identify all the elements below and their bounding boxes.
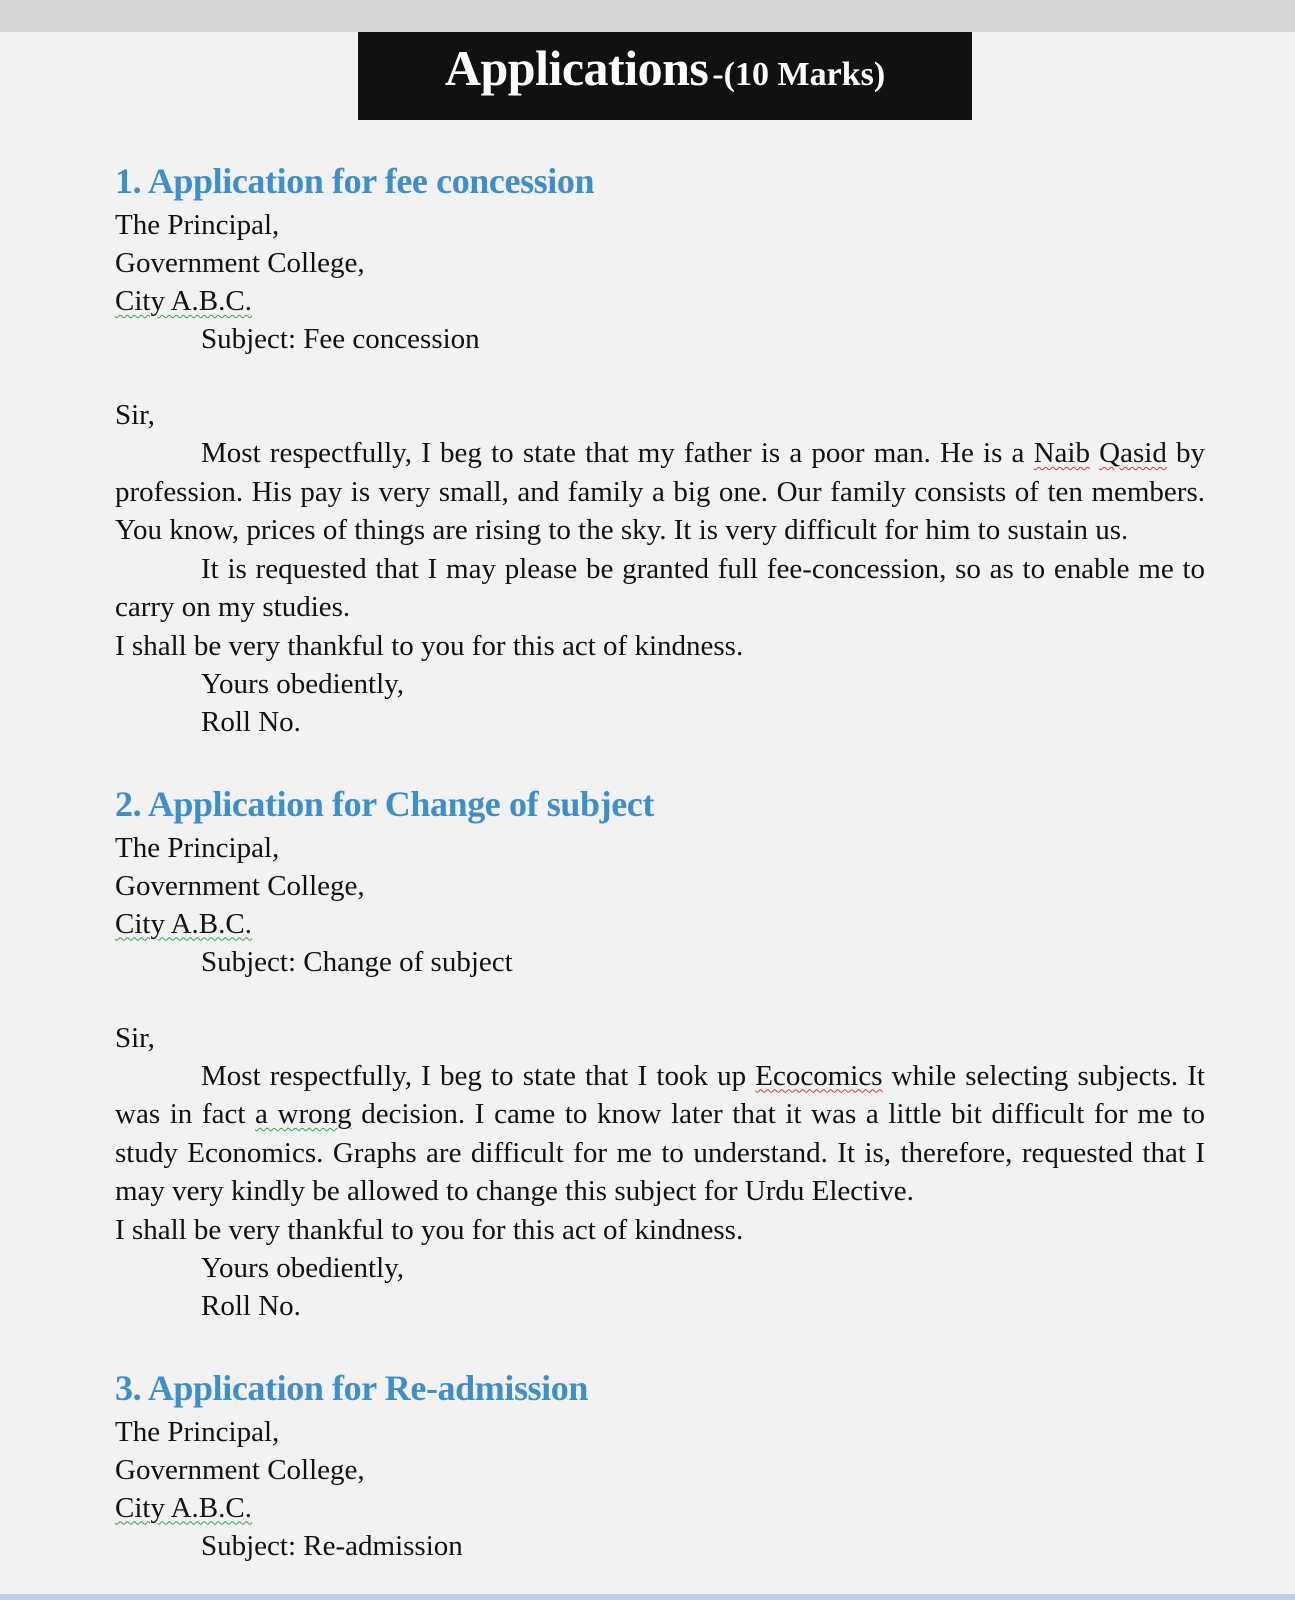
spacer — [115, 358, 1205, 396]
salutation: Sir, — [115, 399, 155, 431]
city-line — [115, 1489, 1205, 1527]
city-line — [115, 905, 1205, 943]
roll-number-line: Roll No. — [201, 705, 301, 738]
grammar-error: a wrong — [255, 1098, 352, 1130]
application-section — [115, 781, 1205, 1325]
college-line: Government College, — [115, 1453, 365, 1486]
marks-label: -(10 Marks) — [712, 56, 886, 93]
body-text: by profession. His pay is very small, and family a big one. Our family consists of ten members. You know, prices of things are rising to the sky. It is very difficult for him to sustain us. — [115, 437, 1205, 546]
subject-line: Subject: Fee concession — [201, 323, 480, 355]
closing-line: Yours obediently, — [201, 667, 405, 700]
spelling-error: Naib — [1033, 437, 1090, 469]
subject-line: Subject: Re-admission — [201, 1529, 463, 1562]
roll-number-line: Roll No. — [201, 1289, 301, 1322]
city-text: City A.B.C. — [115, 285, 252, 317]
window-top-bar — [0, 0, 1295, 32]
salutation: Sir, — [115, 1021, 155, 1054]
window-bottom-edge — [0, 1594, 1295, 1600]
closing-line: Yours obediently, — [201, 1251, 405, 1284]
college-line: Government College, — [115, 247, 365, 279]
body-paragraph — [115, 1057, 1205, 1211]
body-text: Most respectfully, I beg to state that my father is a poor man. He is a — [201, 437, 1034, 469]
application-section — [115, 158, 1205, 741]
recipient-line: The Principal, — [115, 209, 280, 241]
application-section — [115, 1365, 1205, 1565]
section-heading: 1. Application for fee concession — [115, 161, 595, 201]
spacer — [115, 981, 1205, 1019]
college-line: Government College, — [115, 869, 365, 902]
recipient-line: The Principal, — [115, 1415, 280, 1448]
document-body — [115, 158, 1205, 1600]
page-title: Applications — [444, 40, 709, 96]
spelling-error: Ecocomics — [755, 1059, 883, 1092]
thanks-line: I shall be very thankful to you for this act of kindness. — [115, 1213, 744, 1246]
section-heading: 2. Application for Change of subject — [115, 783, 654, 824]
body-paragraph — [115, 434, 1205, 550]
recipient-line: The Principal, — [115, 831, 280, 864]
body-text: while selecting subjects. It was in fact — [115, 1059, 1205, 1130]
city-line — [115, 282, 1205, 320]
city-text: City A.B.C. — [115, 1491, 252, 1524]
request-paragraph: It is requested that I may please be granted full fee-concession, so as to enable me to carry on my studies. — [115, 552, 1205, 623]
body-text: Most respectfully, I beg to state that I took up — [201, 1059, 756, 1092]
city-text: City A.B.C. — [115, 907, 252, 940]
title-banner — [358, 32, 972, 120]
body-text — [1090, 437, 1099, 469]
thanks-line: I shall be very thankful to you for this act of kindness. — [115, 629, 744, 662]
subject-line: Subject: Change of subject — [201, 945, 513, 978]
section-heading: 3. Application for Re-admission — [115, 1367, 588, 1408]
body-text: decision. I came to know later that it was a little bit difficult for me to study Economics. Graphs are difficult for me to understand. It is, therefore, requested that I may very kindly be allowed to change this subject for Urdu Elective. — [115, 1098, 1205, 1207]
spelling-error: Qasid — [1099, 437, 1167, 469]
